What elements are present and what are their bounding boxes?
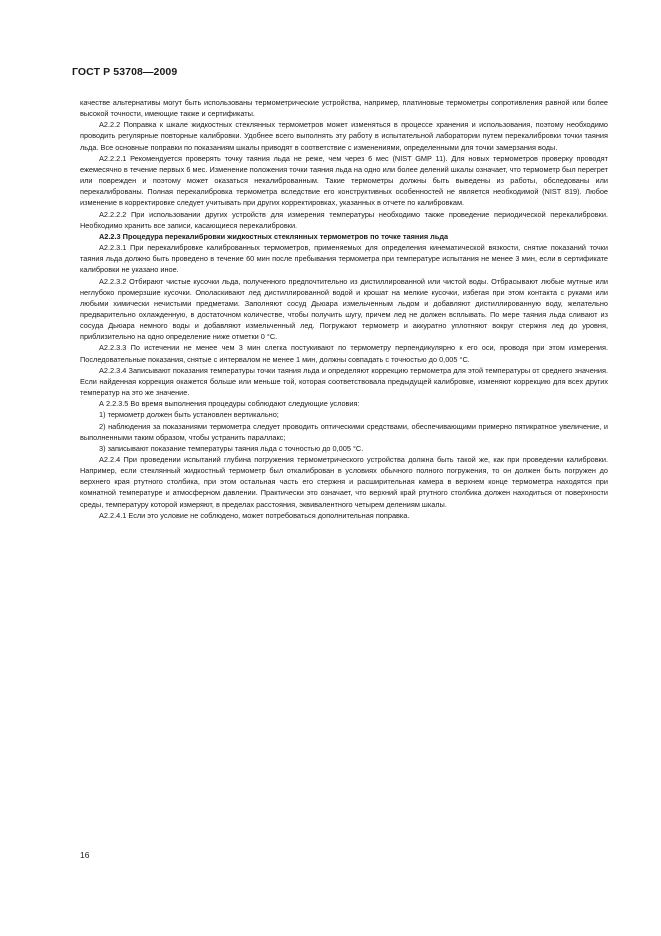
paragraph-a2-2-3-1: А2.2.3.1 При перекалибровке калиброванных термометров, применяемых для определения кинематической вязкости, снятие показаний точки таяния льда должно быть проведено в течение 60 мин после пребывания термометра при температуре испытания не менее 3 мин, если в сертификате калибровки не указано иное. bbox=[80, 243, 608, 275]
paragraph-a2-2-2-1: А2.2.2.1 Рекомендуется проверять точку таяния льда не реже, чем через 6 мес (NIST GMP 11). Для новых термометров проверку проводят ежемесячно в течение первых 6 мес. Изменение положения точки таяния льда на одно или более делений шкалы означает, что термометр был перегрет или поврежден и поэтому может оказаться некалиброванным. Такие термометры должны быть выведены из работы, обследованы или перекалиброваны. Полная перекалибровка термометра вследствие его конструктивных особенностей не является необходимой (NIST 819). Любое изменение в корректировке следует учитывать при других корректировках, указанных в отчете по калибровкам. bbox=[80, 153, 608, 208]
list-item-2: 2) наблюдения за показаниями термометра следует проводить оптическими средствами, обеспечивающими примерно пятикратное увеличение, и выполненными таким образом, чтобы устранить параллакс; bbox=[80, 421, 608, 442]
paragraph-a2-2-3-3: А2.2.3.3 По истечении не менее чем 3 мин слегка постукивают по термометру перпендикулярно к его оси, проводя при этом измерения. Последовательные показания, снятые с интервалом не менее 1 мин, должны совпадать с точностью до 0,005 °С. bbox=[80, 343, 608, 364]
section-heading-a2-2-3: А2.2.3 Процедура перекалибровки жидкостных стеклянных термометров по точке таяния льда bbox=[99, 231, 449, 241]
page-number: 16 bbox=[80, 850, 90, 860]
list-item-3: 3) записывают показание температуры таяния льда с точностью до 0,005 °С. bbox=[99, 443, 364, 453]
paragraph-a2-2-4: А2.2.4 При проведении испытаний глубина погружения термометрического устройства должна быть такой же, как при проведении калибровки. Например, если стеклянный жидкостный термометр был откалиброван в условиях обычного полного погружения, то он должен быть погружен до верхнего края ртутного столбика, при этом остальная часть его стержня и расширительная камера в верхнем конце термометра находятся при комнатной температуре и атмосферном давлении. Практически это означает, что верхний край ртутного столбика должен находиться от поверхности среды, температуру которой измеряют, в пределах расстояния, эквивалентного четырем делениям шкалы. bbox=[80, 455, 608, 509]
paragraph-a2-2-2: А2.2.2 Поправка к шкале жидкостных стеклянных термометров может изменяться в процессе хранения и использования, поэтому необходимо проводить регулярные повторные калибровки. Удобнее всего выполнять эту работу в испытательной лаборатории путем перекалибровки точки таяния льда. Все основные поправки по показаниям шкалы приводят в соответствие с изменениями, определенными для точки замерзания воды. bbox=[80, 120, 608, 152]
paragraph-a2-2-4-1: А2.2.4.1 Если это условие не соблюдено, может потребоваться дополнительная поправка. bbox=[99, 510, 410, 520]
paragraph-a2-2-3-4: А2.2.3.4 Записывают показания температуры точки таяния льда и определяют коррекцию термометра для этой температуры от среднего значения. Если найденная коррекция окажется больше или меньше той, которая соответствовала предыдущей калибровке, изменяют коррекцию для всех других температур на это же значение. bbox=[80, 365, 608, 398]
paragraph-a2-2-3-5: А 2.2.3.5 Во время выполнения процедуры соблюдают следующие условия: bbox=[99, 399, 360, 409]
document-header: ГОСТ Р 53708—2009 bbox=[72, 66, 178, 78]
paragraph-a2-2-3-2: А2.2.3.2 Отбирают чистые кусочки льда, полученного предпочтительно из дистиллированной или чистой воды. Отбрасывают любые мутные или неглубоко промерзшие кусочки. Ополаскивают лед дистиллированной водой и крошат на мелкие кусочки, избегая при этом контакта с руками или любыми химически нечистыми предметами. Заполняют сосуд Дьюара измельченным льдом и добавляют дистиллированную воду, желательно предварительно охлажденную, в достаточном количестве, чтобы получить шугу, причем лед не должен всплывать. По мере таяния льда сливают из сосуда Дьюара немного воды и добавляют измельченный лед. Погружают термометр и аккуратно уплотняют вокруг стержня лед до уровня, приблизительно на одно определение ниже отметки 0 °С. bbox=[80, 276, 608, 342]
paragraph-continuation: качестве альтернативы могут быть использованы термометрические устройства, например, платиновые термометры сопротивления равной или более высокой точности, имеющие также и сертификаты. bbox=[80, 98, 608, 119]
paragraph-a2-2-2-2: А2.2.2.2 При использовании других устройств для измерения температуры необходимо также проведение периодической перекалибровки. Необходимо хранить все записи, касающиеся перекалибровки. bbox=[80, 209, 608, 230]
list-item-1: 1) термометр должен быть установлен вертикально; bbox=[99, 410, 279, 420]
document-body bbox=[80, 97, 608, 521]
